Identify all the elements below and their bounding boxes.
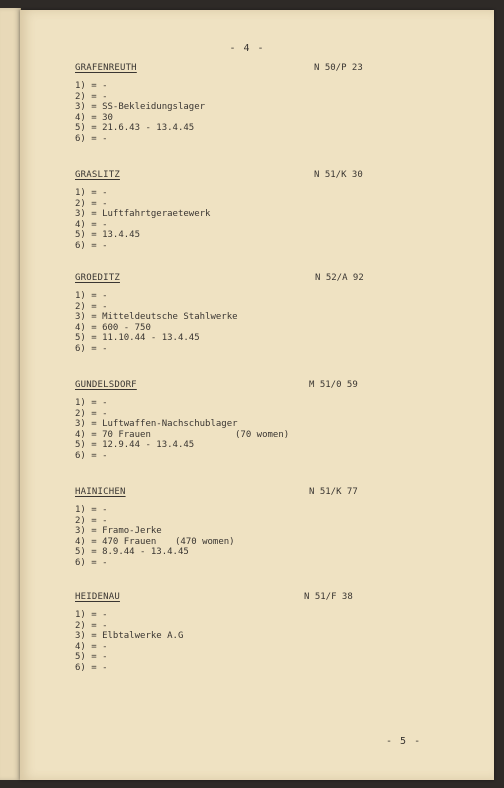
entry-name: GRAFENREUTH <box>75 63 137 73</box>
entry-line: 3) = Mitteldeutsche Stahlwerke <box>75 312 238 322</box>
entry-line: 2) = - <box>75 620 108 631</box>
entry-line: 1) = - <box>75 188 108 198</box>
entry-lines <box>75 291 238 354</box>
entry-name: HEIDENAU <box>75 592 120 602</box>
entry-line: 3) = SS-Bekleidungslager <box>75 102 206 112</box>
entry-line: 3) = Luftfahrtgeraetewerk <box>75 209 211 219</box>
entry-line <box>75 536 235 548</box>
entry-note: (470 women) <box>175 536 235 547</box>
entry-line: 5) = 21.6.43 - 13.4.45 <box>75 123 195 133</box>
entry-name: HAINICHEN <box>75 487 126 497</box>
entry-line: 5) = 13.4.45 <box>75 230 141 240</box>
entry-line: 1) = - <box>75 398 108 408</box>
entry-line: 5) = 11.10.44 - 13.4.45 <box>75 333 200 343</box>
entry-code: M 51/0 59 <box>309 380 358 390</box>
entry-line: 6) = - <box>75 240 108 251</box>
entry-line: 3) = Luftwaffen-Nachschublager <box>75 419 238 429</box>
entry-code: N 51/K 30 <box>314 170 363 180</box>
entry-code: N 50/P 23 <box>314 63 363 73</box>
entry-line: 3) = Elbtalwerke A.G <box>75 631 184 641</box>
entry-lines <box>75 398 290 461</box>
entry-line: 1) = - <box>75 610 108 620</box>
entry-code: N 51/K 77 <box>309 487 358 497</box>
entry-line: 1) = - <box>75 291 108 301</box>
entry-line: 6) = - <box>75 133 108 144</box>
entry-line-text: 4) = 470 Frauen <box>75 536 157 547</box>
entry-line: 2) = - <box>75 515 108 526</box>
entry-line: 5) = - <box>75 652 108 662</box>
facing-page-edge <box>0 8 21 780</box>
entry-line: 3) = Framo-Jerke <box>75 526 162 536</box>
document-page <box>20 10 494 780</box>
entry-line: 1) = - <box>75 81 108 91</box>
entry-line <box>75 429 290 441</box>
entry-lines <box>75 505 235 568</box>
entry-lines <box>75 610 183 673</box>
entry-line: 2) = - <box>75 408 108 419</box>
entry-line: 6) = - <box>75 343 108 354</box>
entry-line: 5) = 12.9.44 - 13.4.45 <box>75 440 195 450</box>
entry-line: 5) = 8.9.44 - 13.4.45 <box>75 547 189 557</box>
entry-code: N 52/A 92 <box>315 273 364 283</box>
entry-line: 4) = 600 - 750 <box>75 322 151 333</box>
entry-line: 4) = - <box>75 219 108 230</box>
entry-line: 6) = - <box>75 662 108 673</box>
entry-line: 4) = 30 <box>75 112 113 123</box>
entry-lines <box>75 188 210 251</box>
entry-line: 1) = - <box>75 505 108 515</box>
entry-line: 2) = - <box>75 91 108 102</box>
entry-line: 6) = - <box>75 450 108 461</box>
entry-line: 6) = - <box>75 557 108 568</box>
entry-name: GUNDELSDORF <box>75 380 137 390</box>
page-number-bottom: - 5 - <box>386 736 422 747</box>
entry-line: 4) = - <box>75 641 108 652</box>
entry-line: 2) = - <box>75 198 108 209</box>
entry-note: (70 women) <box>235 429 290 440</box>
page-number-top: - 4 - <box>229 43 265 54</box>
entry-line-text: 4) = 70 Frauen <box>75 429 151 440</box>
entry-code: N 51/F 38 <box>304 592 353 602</box>
entry-lines <box>75 81 205 144</box>
entry-name: GRASLITZ <box>75 170 120 180</box>
entry-line: 2) = - <box>75 301 108 312</box>
entry-name: GROEDITZ <box>75 273 120 283</box>
